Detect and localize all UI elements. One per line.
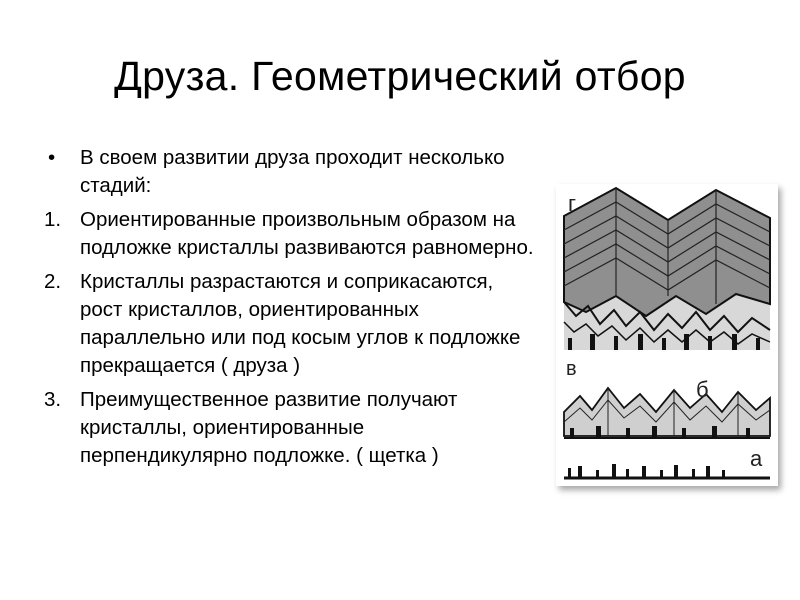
intro-bullet: [44, 144, 534, 200]
list-text: Ориентированные произвольным образом на подложке кристаллы развиваются равномерно.: [80, 208, 534, 259]
list-text: Преимущественное развитие получают кристаллы, ориентированные перпендикулярно подложке. ( щетка ): [80, 388, 458, 467]
list-marker: 3.: [44, 388, 62, 411]
bullet-marker: •: [48, 146, 56, 169]
label-g: г: [568, 191, 577, 216]
druse-figure: [556, 184, 778, 486]
panel-g: [564, 188, 770, 350]
panel-a: [564, 446, 770, 482]
list-text: Кристаллы разрастаются и соприкасаются, рост кристаллов, ориентированных параллельно или под косым углов к подложке прекращается ( друза ): [80, 270, 521, 377]
list-item-1: [44, 206, 534, 262]
list-item-2: [44, 268, 534, 380]
label-b: б: [696, 377, 709, 402]
slide-title: Друза. Геометрический отбор: [114, 53, 686, 99]
crystal-growth-diagram: [556, 184, 778, 486]
label-a: а: [750, 446, 763, 471]
intro-text: В своем развитии друза проходит несколько стадий:: [80, 146, 505, 197]
list-marker: 1.: [44, 208, 62, 231]
list-item-3: [44, 386, 534, 470]
panel-v: [564, 354, 770, 446]
list-marker: 2.: [44, 270, 62, 293]
slide-body: [44, 144, 534, 476]
label-v: в: [566, 358, 577, 380]
